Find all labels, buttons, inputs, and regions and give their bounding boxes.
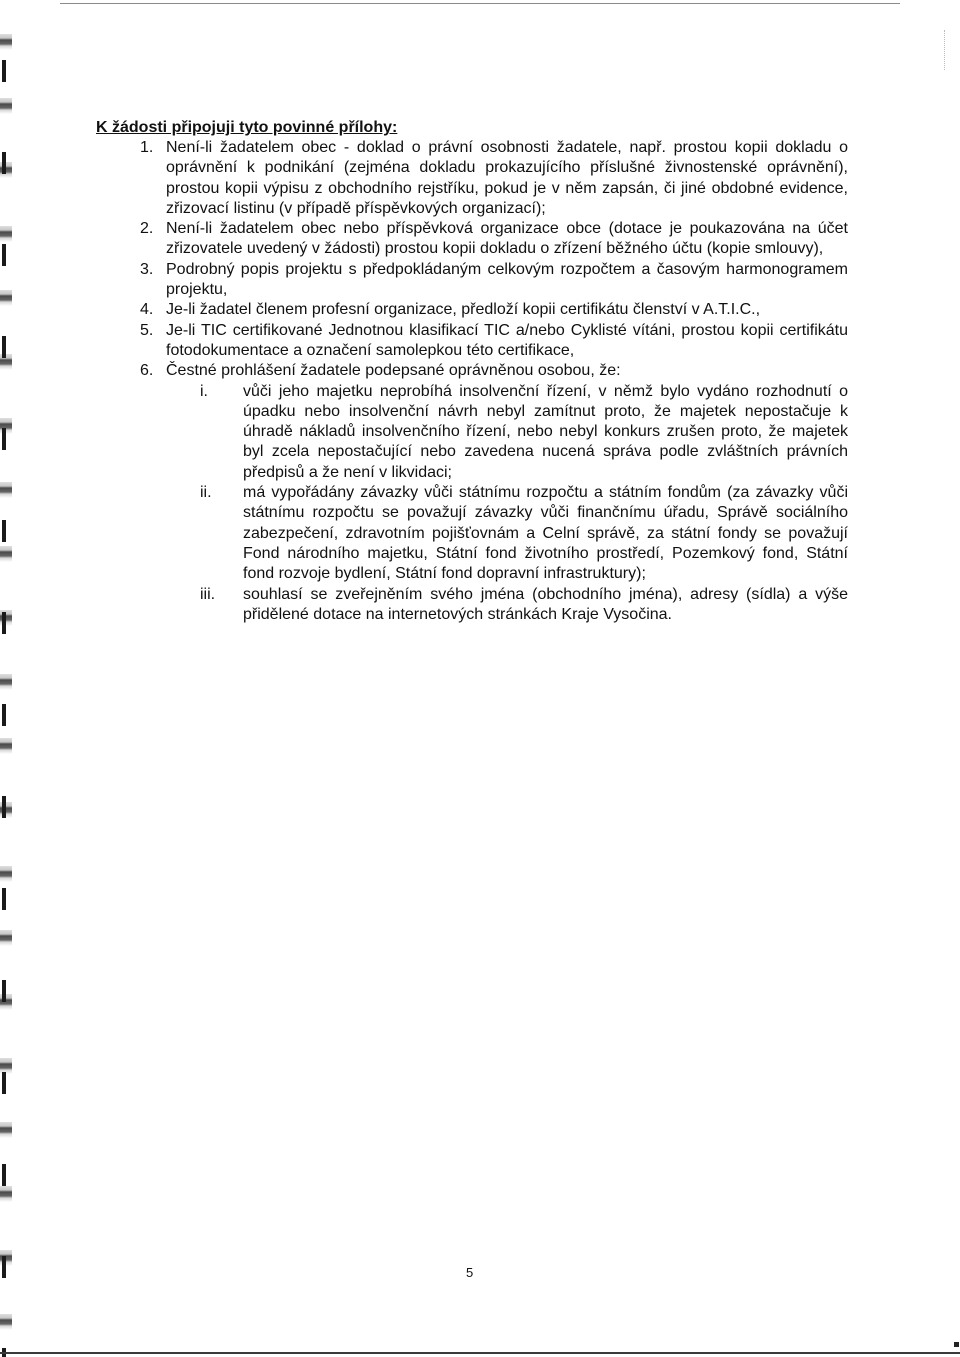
list-item-number: 1. xyxy=(140,139,154,156)
sublist-item-text: má vypořádány závazky vůči státnímu rozpočtu a státním fondům (za závazky vůči státnímu rozpočtu se považují závazky vůči finančnímu úřadu, Správě sociálního zabezpečení, zdravotním pojišťovnám a Celní správě, za státní fondy se považují Fond národního majetku, Státní fond životního prostředí, Pozemkový fond, Státní fond rozvoje bydlení, Státní fond dopravní infrastruktury); xyxy=(243,484,848,583)
page-number: 5 xyxy=(466,1265,474,1280)
list-item-number: 2. xyxy=(140,220,154,238)
attachments-section xyxy=(96,118,848,625)
list-item xyxy=(96,260,848,301)
declaration-sublist xyxy=(96,382,848,626)
scan-edge-marks xyxy=(2,0,6,1357)
attachments-list xyxy=(96,138,848,382)
list-item-text: Není-li žadatelem obec nebo příspěvková organizace obce (dotace je poukazována na účet zřizovatele uvedený v žádosti) prostou kopii dokladu o zřízení běžného účtu (kopie smlouvy), xyxy=(166,220,848,258)
right-scan-dots xyxy=(944,30,946,70)
list-item-text: Je-li žadatel členem profesní organizace, předloží kopii certifikátu členství v A.T.I.C., xyxy=(166,301,761,319)
sublist-item-number: iii. xyxy=(200,585,216,603)
sublist-item-number: ii. xyxy=(200,484,212,502)
list-item xyxy=(96,300,848,320)
sublist-item xyxy=(96,382,848,483)
sublist-item-text: souhlasí se zveřejněním svého jména (obchodního jména), adresy (sídla) a výše přidělené dotace na internetových stránkách Kraje Vysočina. xyxy=(243,585,848,623)
sublist-item-number: i. xyxy=(200,382,208,400)
sublist-item-text: vůči jeho majetku neprobíhá insolvenční řízení, v němž bylo vydáno rozhodnutí o úpadku nebo insolvenční návrh nebyl zamítnut proto, že majetek nepostačuje k úhradě nákladů insolvenčního řízení, nebo nebyl konkurs zrušen proto, že majetek byl zcela nepostačující nebo zavedena nucená správa podle zvláštních právních předpisů a že není v likvidaci; xyxy=(243,382,848,481)
section-heading: K žádosti připojuji tyto povinné přílohy: xyxy=(96,119,398,136)
list-item-text: Není-li žadatelem obec - doklad o právní osobnosti žadatele, např. prostou kopii dokladu o oprávnění k podnikání (zejména dokladu prokazujícího příslušné živnostenské oprávnění), prostou kopii výpisu z obchodního rejstříku, pokud je v něm zapsán, či jiné obdobné evidence, zřizovací listinu (v případě příspěvkových organizací); xyxy=(166,139,848,217)
top-scan-line xyxy=(60,3,900,4)
sublist-item xyxy=(96,585,848,626)
list-item-text: Čestné prohlášení žadatele podepsané oprávněnou osobou, že: xyxy=(166,362,621,380)
list-item-number: 4. xyxy=(140,301,154,319)
list-item-number: 3. xyxy=(140,260,154,278)
bottom-scan-line xyxy=(0,1352,960,1354)
list-item xyxy=(96,138,848,219)
list-item xyxy=(96,219,848,260)
list-item-text: Je-li TIC certifikované Jednotnou klasifikací TIC a/nebo Cyklisté vítáni, prostou kopii certifikátu fotodokumentace a označení samolepkou této certifikace, xyxy=(166,321,848,359)
list-item-number: 6. xyxy=(140,362,154,380)
list-item xyxy=(96,361,848,381)
sublist-item xyxy=(96,483,848,584)
list-item-number: 5. xyxy=(140,321,154,339)
list-item xyxy=(96,321,848,362)
list-item-text: Podrobný popis projektu s předpokládaným celkovým rozpočtem a časovým harmonogramem projektu, xyxy=(166,260,848,299)
corner-scan-mark xyxy=(954,1342,959,1347)
